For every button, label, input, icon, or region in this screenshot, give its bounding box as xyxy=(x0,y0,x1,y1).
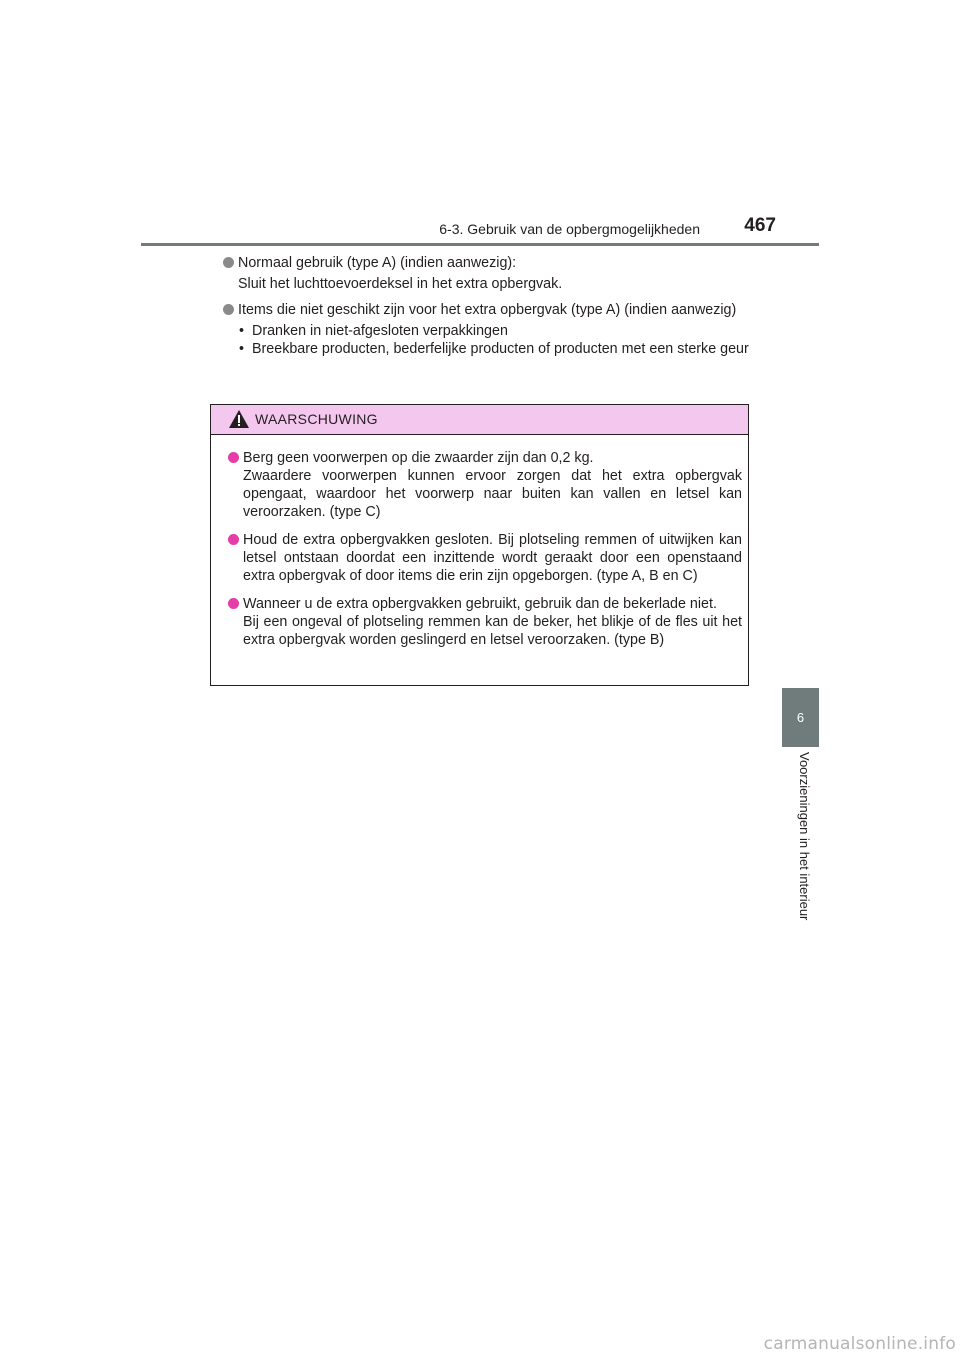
warning-text: Wanneer u de extra opbergvakken gebruikt, gebruik dan de bekerlade niet. xyxy=(243,596,717,612)
warning-bullet-icon xyxy=(228,534,239,545)
list-item xyxy=(222,301,752,319)
warning-bullet-icon xyxy=(228,598,239,609)
warning-text: Houd de extra opbergvakken gesloten. Bij plotseling remmen of uitwijken kan letsel ontstaan doordat een inzittende wordt geraakt door een openstaand extra opbergvak of door items die erin zijn opgeborgen. (type A, B en C) xyxy=(243,532,742,584)
sub-list-item: • Dranken in niet-afgesloten verpakkingen xyxy=(238,322,752,340)
bullet-icon xyxy=(223,304,234,315)
warning-text: Bij een ongeval of plotseling remmen kan de beker, het blikje of de fles uit het extra opbergvak worden geslingerd en letsel veroorzaken. (type B) xyxy=(243,614,742,648)
chapter-label: Voorzieningen in het interieur xyxy=(797,752,812,921)
warning-text: Zwaardere voorwerpen kunnen ervoor zorgen dat het extra opbergvak opengaat, waardoor het voorwerp naar buiten kan vallen en letsel kan veroorzaken. (type C) xyxy=(243,468,742,520)
header-rule xyxy=(141,243,819,246)
item-title: Normaal gebruik (type A) (indien aanwezig): xyxy=(238,255,517,271)
warning-body xyxy=(211,435,748,649)
warning-header xyxy=(211,405,748,435)
warning-item xyxy=(228,449,742,521)
main-content xyxy=(222,254,752,358)
chapter-tab: 6 xyxy=(782,688,819,747)
list-item xyxy=(222,254,752,272)
section-title: 6-3. Gebruik van de opbergmogelijkheden xyxy=(439,221,700,237)
sub-list-item: • Breekbare producten, bederfelijke producten of producten met een sterke geur xyxy=(238,340,752,358)
item-title: Items die niet geschikt zijn voor het extra opbergvak (type A) (indien aanwezig) xyxy=(238,302,737,318)
sub-list xyxy=(222,322,752,358)
page-number: 467 xyxy=(744,215,776,236)
warning-text: Berg geen voorwerpen op die zwaarder zijn dan 0,2 kg. xyxy=(243,450,594,466)
item-text: Sluit het luchttoevoerdeksel in het extra opbergvak. xyxy=(238,276,563,292)
watermark: carmanualsonline.info xyxy=(763,1334,956,1354)
warning-title: WAARSCHUWING xyxy=(255,411,378,427)
bullet-icon xyxy=(223,257,234,268)
warning-item xyxy=(228,531,742,585)
warning-box xyxy=(210,404,749,686)
warning-bullet-icon xyxy=(228,452,239,463)
warning-item xyxy=(228,595,742,649)
warning-triangle-icon xyxy=(228,409,250,429)
